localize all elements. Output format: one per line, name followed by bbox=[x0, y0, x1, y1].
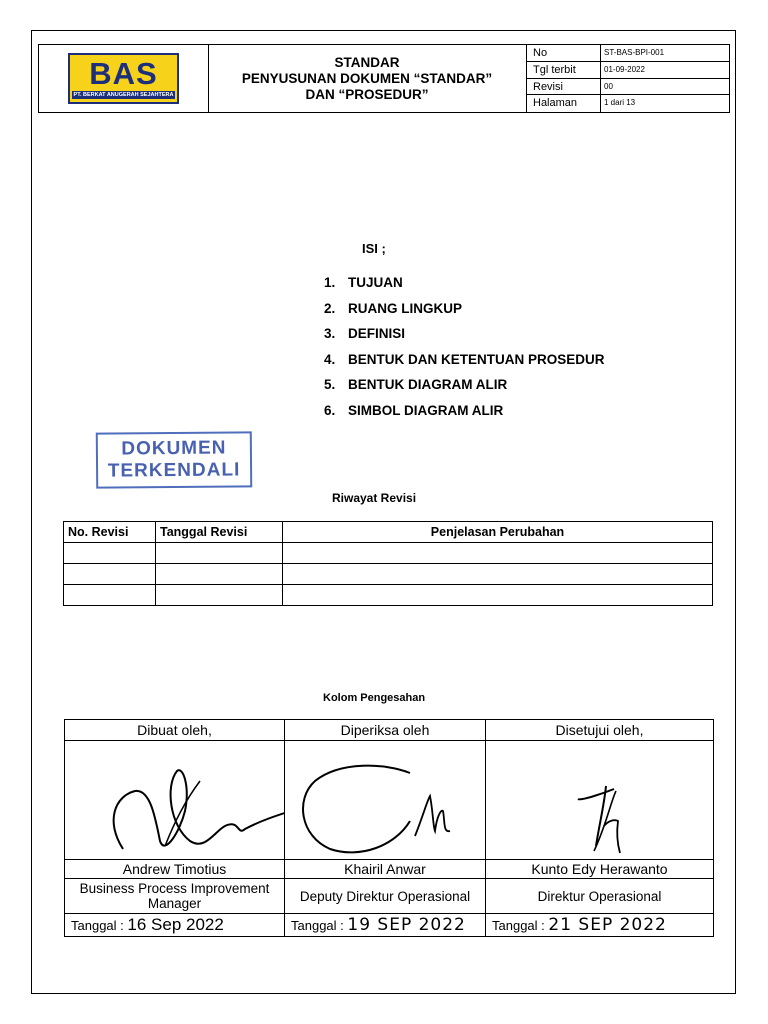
approval-role: Dibuat oleh, bbox=[65, 720, 285, 741]
approver-name: Kunto Edy Herawanto bbox=[486, 860, 714, 879]
item-label: SIMBOL DIAGRAM ALIR bbox=[348, 402, 504, 418]
approval-date-cell bbox=[65, 914, 285, 937]
date-label: Tanggal : bbox=[492, 918, 545, 933]
table-cell bbox=[156, 543, 283, 564]
title-line: STANDAR bbox=[334, 54, 400, 70]
table-row bbox=[64, 543, 713, 564]
meta-value: 01-09-2022 bbox=[604, 64, 645, 74]
item-label: DEFINISI bbox=[348, 326, 406, 342]
contents-list bbox=[324, 274, 605, 428]
item-number: 6. bbox=[324, 402, 336, 418]
date-value: 21 SEP 2022 bbox=[548, 915, 667, 935]
approval-role: Diperiksa oleh bbox=[285, 720, 486, 741]
approval-role: Disetujui oleh, bbox=[486, 720, 714, 741]
table-cell bbox=[156, 564, 283, 585]
column-header: Tanggal Revisi bbox=[156, 522, 283, 543]
date-value: 16 Sep 2022 bbox=[127, 915, 224, 934]
approver-position: Deputy Direktur Operasional bbox=[285, 879, 486, 914]
contents-title: ISI ; bbox=[362, 241, 386, 256]
item-number: 2. bbox=[324, 300, 336, 316]
approver-name: Khairil Anwar bbox=[285, 860, 486, 879]
controlled-document-stamp bbox=[96, 431, 252, 488]
stamp-line: DOKUMEN bbox=[121, 437, 227, 460]
meta-row-halaman bbox=[526, 95, 729, 112]
table-cell bbox=[283, 543, 713, 564]
signature-khairil bbox=[285, 741, 486, 859]
meta-label: No bbox=[526, 45, 601, 61]
contents-item bbox=[324, 325, 605, 351]
approver-position: Business Process Improvement Manager bbox=[65, 879, 285, 914]
table-cell bbox=[64, 585, 156, 606]
item-label: RUANG LINGKUP bbox=[348, 300, 462, 316]
table-cell bbox=[64, 543, 156, 564]
revision-history-table bbox=[63, 521, 713, 606]
signature-cell bbox=[65, 741, 285, 860]
approval-name-row bbox=[65, 860, 714, 879]
column-header: Penjelasan Perubahan bbox=[283, 522, 713, 543]
signature-row bbox=[65, 741, 714, 860]
meta-value: 1 dari 13 bbox=[604, 98, 636, 108]
item-number: 1. bbox=[324, 275, 336, 290]
meta-value: 00 bbox=[604, 81, 613, 91]
table-header-row bbox=[64, 522, 713, 543]
contents-item bbox=[324, 274, 605, 300]
contents-item bbox=[324, 402, 605, 428]
table-row bbox=[64, 585, 713, 606]
meta-value: ST-BAS-BPI-001 bbox=[604, 48, 665, 57]
contents-item bbox=[324, 376, 605, 402]
approval-title: Kolom Pengesahan bbox=[323, 692, 426, 704]
item-number: 3. bbox=[324, 326, 336, 342]
item-number: 4. bbox=[324, 351, 336, 367]
approver-position: Direktur Operasional bbox=[486, 879, 714, 914]
table-row bbox=[64, 564, 713, 585]
column-header: No. Revisi bbox=[64, 522, 156, 543]
table-cell bbox=[283, 585, 713, 606]
signature-cell bbox=[486, 741, 714, 860]
table-cell bbox=[156, 585, 283, 606]
logo-text: BAS bbox=[89, 56, 158, 91]
approval-table bbox=[64, 719, 714, 937]
meta-row-revisi bbox=[526, 79, 729, 96]
approval-date-cell bbox=[285, 914, 486, 937]
item-label: TUJUAN bbox=[348, 275, 403, 290]
approval-date-row bbox=[65, 914, 714, 937]
meta-row-no bbox=[526, 45, 729, 62]
date-label: Tanggal : bbox=[71, 918, 124, 933]
table-cell bbox=[64, 564, 156, 585]
approval-date-cell bbox=[486, 914, 714, 937]
item-label: BENTUK DIAGRAM ALIR bbox=[348, 377, 508, 393]
date-value: 19 SEP 2022 bbox=[347, 915, 466, 935]
signature-cell bbox=[285, 741, 486, 860]
logo-subtitle: PT. BERKAT ANUGERAH SEJAHTERA bbox=[73, 92, 174, 98]
title-line: DAN “PROSEDUR” bbox=[305, 86, 429, 102]
meta-label: Tgl terbit bbox=[526, 62, 601, 78]
signature-andrew bbox=[65, 741, 285, 859]
company-logo bbox=[68, 53, 179, 104]
contents-item bbox=[324, 351, 605, 377]
meta-label: Halaman bbox=[526, 95, 601, 112]
meta-label: Revisi bbox=[526, 79, 601, 95]
item-number: 5. bbox=[324, 377, 336, 393]
signature-kunto bbox=[486, 741, 715, 859]
meta-row-tgl-terbit bbox=[526, 62, 729, 79]
title-line: PENYUSUNAN DOKUMEN “STANDAR” bbox=[241, 70, 493, 86]
stamp-line: TERKENDALI bbox=[107, 459, 241, 482]
date-label: Tanggal : bbox=[291, 918, 344, 933]
document-header bbox=[38, 44, 730, 113]
document-meta bbox=[526, 45, 729, 112]
item-label: BENTUK DAN KETENTUAN PROSEDUR bbox=[348, 351, 605, 367]
approval-position-row bbox=[65, 879, 714, 914]
revision-history-title: Riwayat Revisi bbox=[332, 491, 417, 505]
approval-role-row bbox=[65, 720, 714, 741]
table-cell bbox=[283, 564, 713, 585]
document-title bbox=[208, 45, 527, 112]
contents-item bbox=[324, 300, 605, 326]
logo-cell bbox=[39, 45, 209, 112]
approver-name: Andrew Timotius bbox=[65, 860, 285, 879]
